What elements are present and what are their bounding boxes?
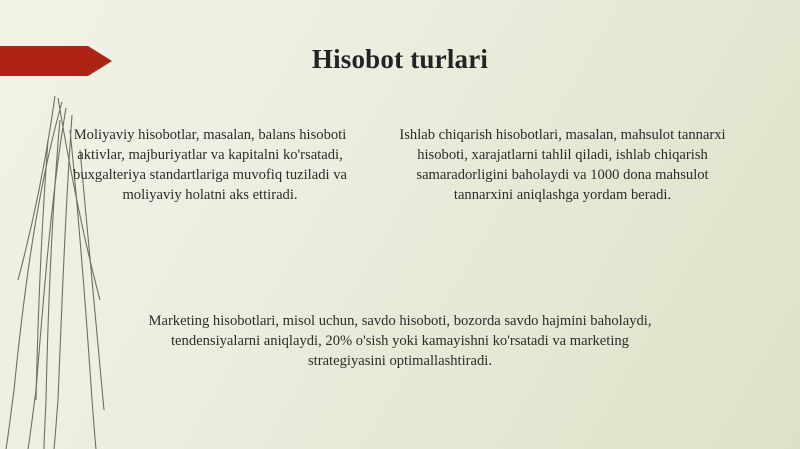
text-block-financial-reports: Moliyaviy hisobotlar, masalan, balans hisoboti aktivlar, majburiyatlar va kapitalni ko'rsatadi, buxgalteriya standartlariga muvofiq tuziladi va moliyaviy holatni aks ettiradi. bbox=[73, 126, 347, 203]
text-block-marketing-reports: Marketing hisobotlari, misol uchun, savdo hisoboti, bozorda savdo hajmini baholaydi, tendensiyalarni aniqlaydi, 20% o'sish yoki kamayishni ko'rsatadi va marketing strategiyasini optimallashtiradi. bbox=[148, 312, 652, 369]
text-block-production-reports: Ishlab chiqarish hisobotlari, masalan, mahsulot tannarxi hisoboti, xarajatlarni tahlil qiladi, ishlab chiqarish samaradorligini baholaydi va 1000 dona mahsulot tannarxini aniqlashga yordam beradi. bbox=[399, 126, 726, 203]
grass-decoration-icon bbox=[0, 60, 180, 449]
page-title: Hisobot turlari bbox=[311, 44, 489, 75]
